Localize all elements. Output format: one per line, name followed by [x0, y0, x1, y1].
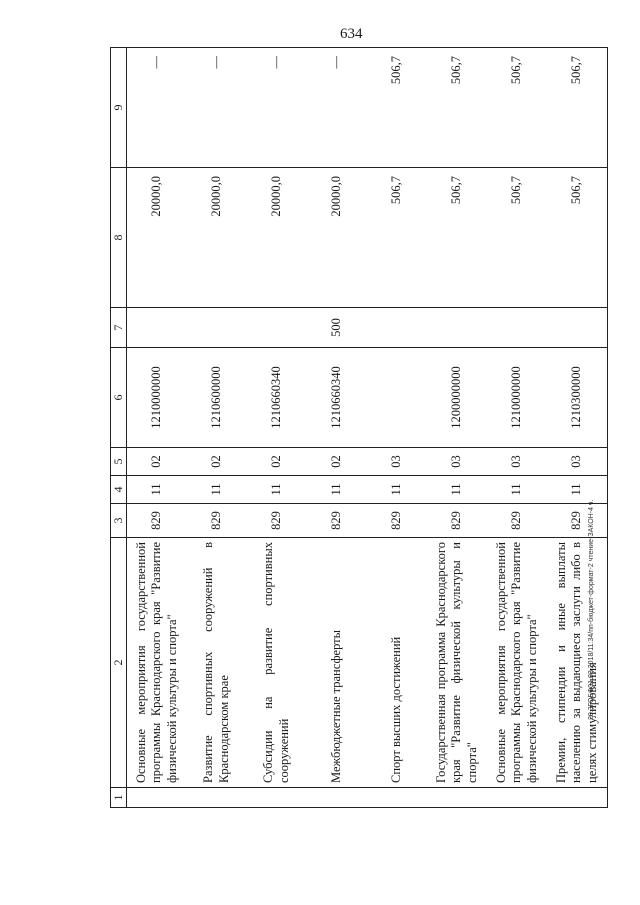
cell-sum-2: — [187, 48, 247, 168]
cell-rz: 11 [127, 476, 188, 504]
table-row [547, 48, 608, 808]
cell-vr: 500 [307, 308, 367, 348]
cell-rz: 11 [187, 476, 247, 504]
cell-rz: 11 [367, 476, 427, 504]
cell-ved: 829 [367, 504, 427, 538]
cell-ved: 829 [247, 504, 307, 538]
cell-rz: 11 [547, 476, 608, 504]
table-row [127, 48, 188, 808]
cell-rz: 11 [247, 476, 307, 504]
table-row [487, 48, 547, 808]
cell-pr: 03 [547, 448, 608, 476]
table-row [367, 48, 427, 808]
cell-vr [547, 308, 608, 348]
col-header-4: 4 [111, 476, 127, 504]
cell-sum-1: 506,7 [427, 168, 487, 308]
col-header-5: 5 [111, 448, 127, 476]
cell-num [127, 788, 188, 808]
cell-pr: 02 [127, 448, 188, 476]
cell-name: Основные мероприятия государственной программы Краснодарского края "Развитие физической культуры и спорта" [487, 538, 547, 788]
cell-sum-2: 506,7 [427, 48, 487, 168]
cell-ved: 829 [547, 504, 608, 538]
cell-sum-2: — [307, 48, 367, 168]
side-note-text: 20.3ГОБФ01.03.2018/11:34/пп-бюджет-формат-2 чтение-ЗАКОН-4 ч. [588, 499, 595, 720]
cell-pr: 03 [487, 448, 547, 476]
cell-pr: 03 [427, 448, 487, 476]
cell-ved: 829 [307, 504, 367, 538]
cell-vr [247, 308, 307, 348]
cell-num [547, 788, 608, 808]
cell-vr [427, 308, 487, 348]
col-header-7: 7 [111, 308, 127, 348]
cell-sum-1: 20000,0 [247, 168, 307, 308]
cell-name: Субсидии на развитие спортивных сооружений [247, 538, 307, 788]
cell-name: Основные мероприятия государственной программы Краснодарского края "Развитие физической культуры и спорта" [127, 538, 188, 788]
cell-rz: 11 [487, 476, 547, 504]
col-header-3: 3 [111, 504, 127, 538]
col-header-9: 9 [111, 48, 127, 168]
cell-num [427, 788, 487, 808]
cell-name: Государственная программа Краснодарского края "Развитие физической культуры и спорта" [427, 538, 487, 788]
cell-vr [367, 308, 427, 348]
col-header-6: 6 [111, 348, 127, 448]
cell-pr: 02 [187, 448, 247, 476]
cell-sum-2: 506,7 [547, 48, 608, 168]
table-header-row [111, 48, 127, 808]
cell-ved: 829 [427, 504, 487, 538]
cell-sum-1: 20000,0 [127, 168, 188, 308]
cell-csr: 1210600000 [187, 348, 247, 448]
cell-sum-1: 506,7 [487, 168, 547, 308]
cell-ved: 829 [187, 504, 247, 538]
cell-ved: 829 [487, 504, 547, 538]
cell-ved: 829 [127, 504, 188, 538]
table-row [427, 48, 487, 808]
cell-csr: 1200000000 [427, 348, 487, 448]
cell-pr: 03 [367, 448, 427, 476]
cell-csr: 1210300000 [547, 348, 608, 448]
col-header-1: 1 [111, 788, 127, 808]
cell-csr: 1210000000 [127, 348, 188, 448]
col-header-2: 2 [111, 538, 127, 788]
budget-table [110, 47, 608, 808]
cell-vr [187, 308, 247, 348]
cell-csr: 1210660340 [247, 348, 307, 448]
cell-pr: 02 [307, 448, 367, 476]
cell-csr: 1210000000 [487, 348, 547, 448]
col-header-8: 8 [111, 168, 127, 308]
cell-sum-1: 20000,0 [307, 168, 367, 308]
cell-name: Премии, стипендии и иные выплаты населению за выдающиеся заслуги либо в целях стимулирования [547, 538, 608, 788]
cell-pr: 02 [247, 448, 307, 476]
cell-sum-2: 506,7 [367, 48, 427, 168]
cell-num [307, 788, 367, 808]
cell-sum-2: 506,7 [487, 48, 547, 168]
cell-name: Развитие спортивных сооружений в Краснодарском крае [187, 538, 247, 788]
cell-sum-1: 20000,0 [187, 168, 247, 308]
cell-rz: 11 [427, 476, 487, 504]
cell-sum-2: — [247, 48, 307, 168]
cell-name: Межбюджетные трансферты [307, 538, 367, 788]
table-row [307, 48, 367, 808]
cell-name: Спорт высших достижений [367, 538, 427, 788]
cell-sum-2: — [127, 48, 188, 168]
table-row [187, 48, 247, 808]
cell-vr [487, 308, 547, 348]
cell-rz: 11 [307, 476, 367, 504]
cell-num [187, 788, 247, 808]
cell-sum-1: 506,7 [367, 168, 427, 308]
cell-sum-1: 506,7 [547, 168, 608, 308]
page-number: 634 [340, 26, 363, 42]
cell-num [367, 788, 427, 808]
cell-num [487, 788, 547, 808]
cell-csr: 1210660340 [307, 348, 367, 448]
table-row [247, 48, 307, 808]
cell-csr [367, 348, 427, 448]
cell-vr [127, 308, 188, 348]
cell-num [247, 788, 307, 808]
